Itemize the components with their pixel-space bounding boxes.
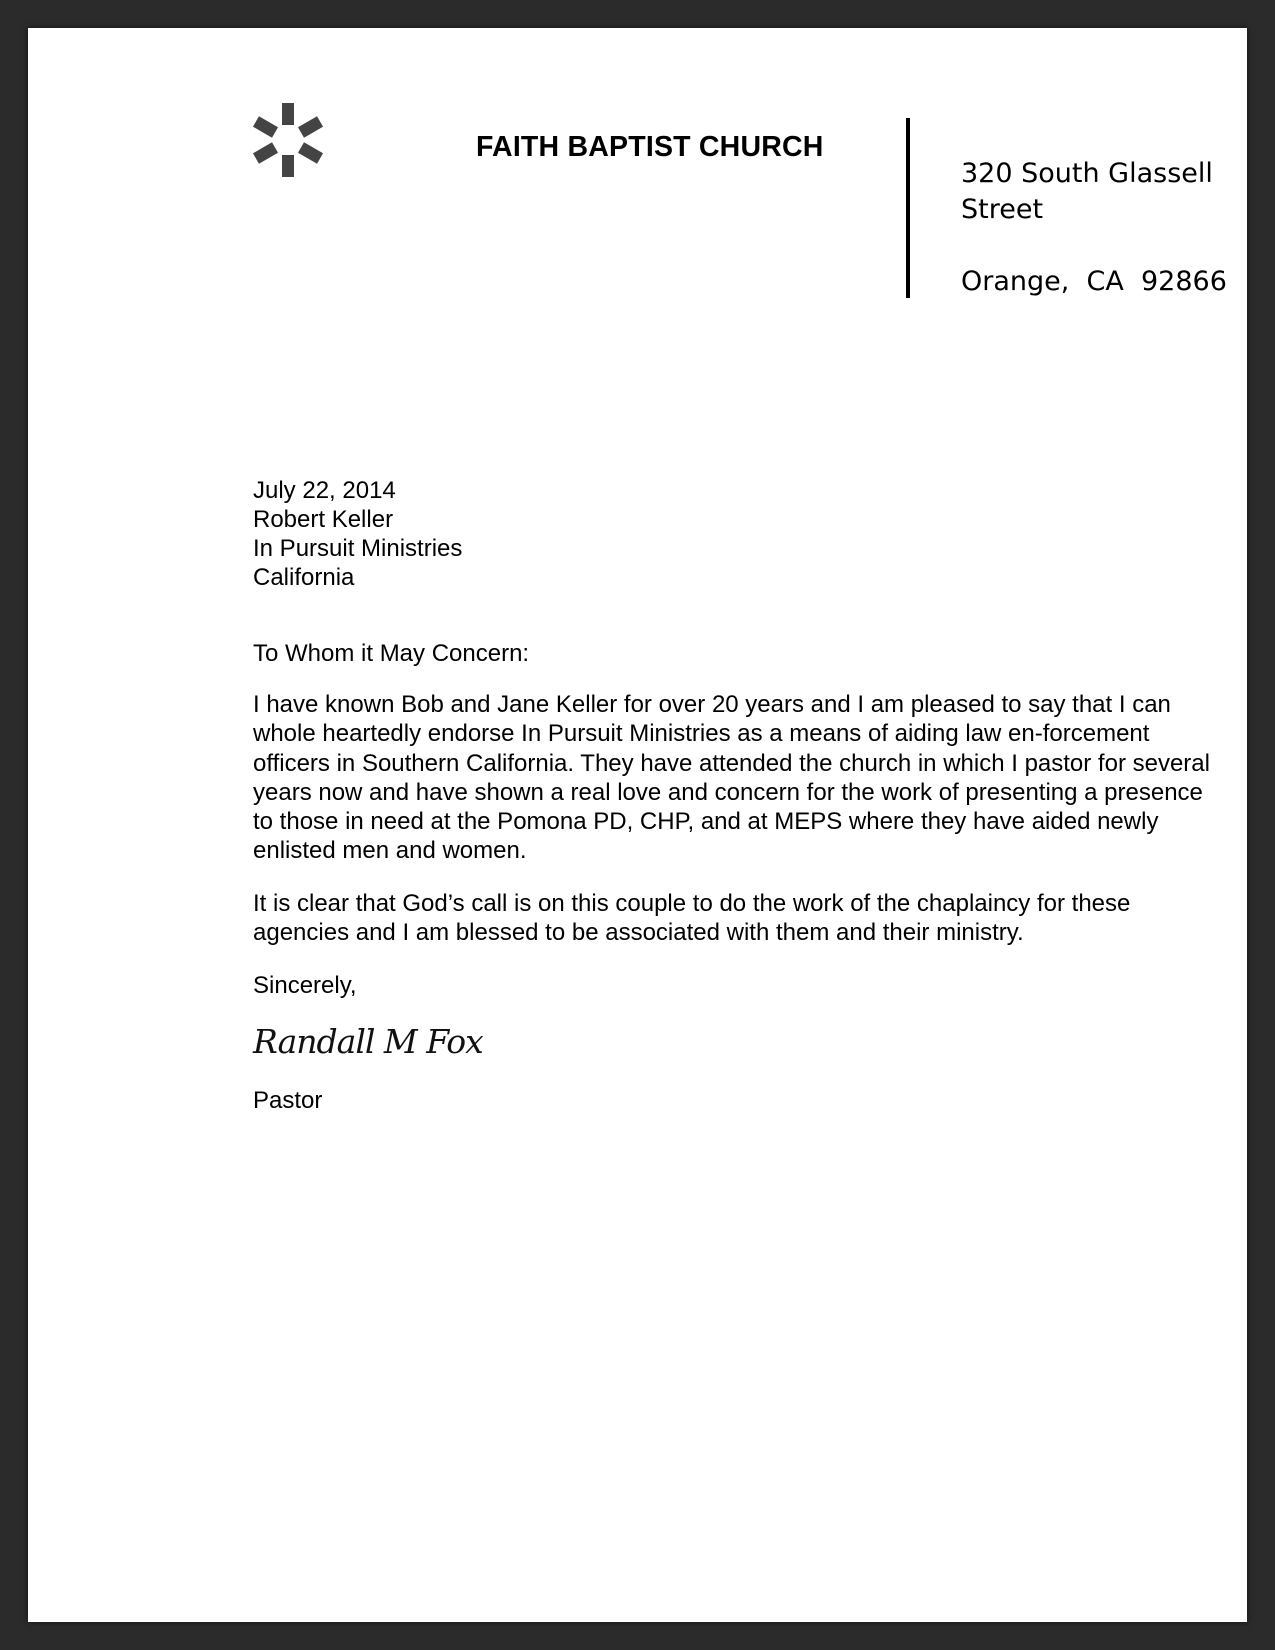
address-street: 320 South Glassell Street [961,158,1213,225]
recipient-organization: In Pursuit Ministries [253,535,463,562]
body-paragraph: It is clear that God’s call is on this couple to do the work of the chaplaincy for these agencies and I am blessed to be associated with them and their ministry. [253,889,1131,947]
header-divider [906,118,910,298]
recipient-state: California [253,564,355,591]
church-address [961,156,1261,300]
letter-date: July 22, 2014 [253,477,396,504]
signature: Randall M Fox [253,1022,483,1062]
recipient-block [253,476,1213,592]
letter-body [253,476,1213,1115]
recipient-name: Robert Keller [253,506,394,533]
salutation: To Whom it May Concern: [253,640,530,667]
address-city: Orange, CA 92866 [961,266,1227,297]
closing: Sincerely, [253,972,357,1000]
body-paragraph: I have known Bob and Jane Keller for over 20 years and I am pleased to say that I can whole heartedly endorse In Pursuit Ministries as a means of aiding law en-forcement officers in Southern California. They have attended the church in which I pastor for several years now and have shown a real love and concern for the work of presenting a presence to those in need at the Pomona PD, CHP, and at MEPS where they have aided newly enlisted men and women. [253,691,1210,865]
letter-page [28,28,1247,1622]
church-name: FAITH BAPTIST CHURCH [476,131,824,163]
asterisk-logo-icon [252,102,324,178]
signer-title: Pastor [253,1087,323,1115]
